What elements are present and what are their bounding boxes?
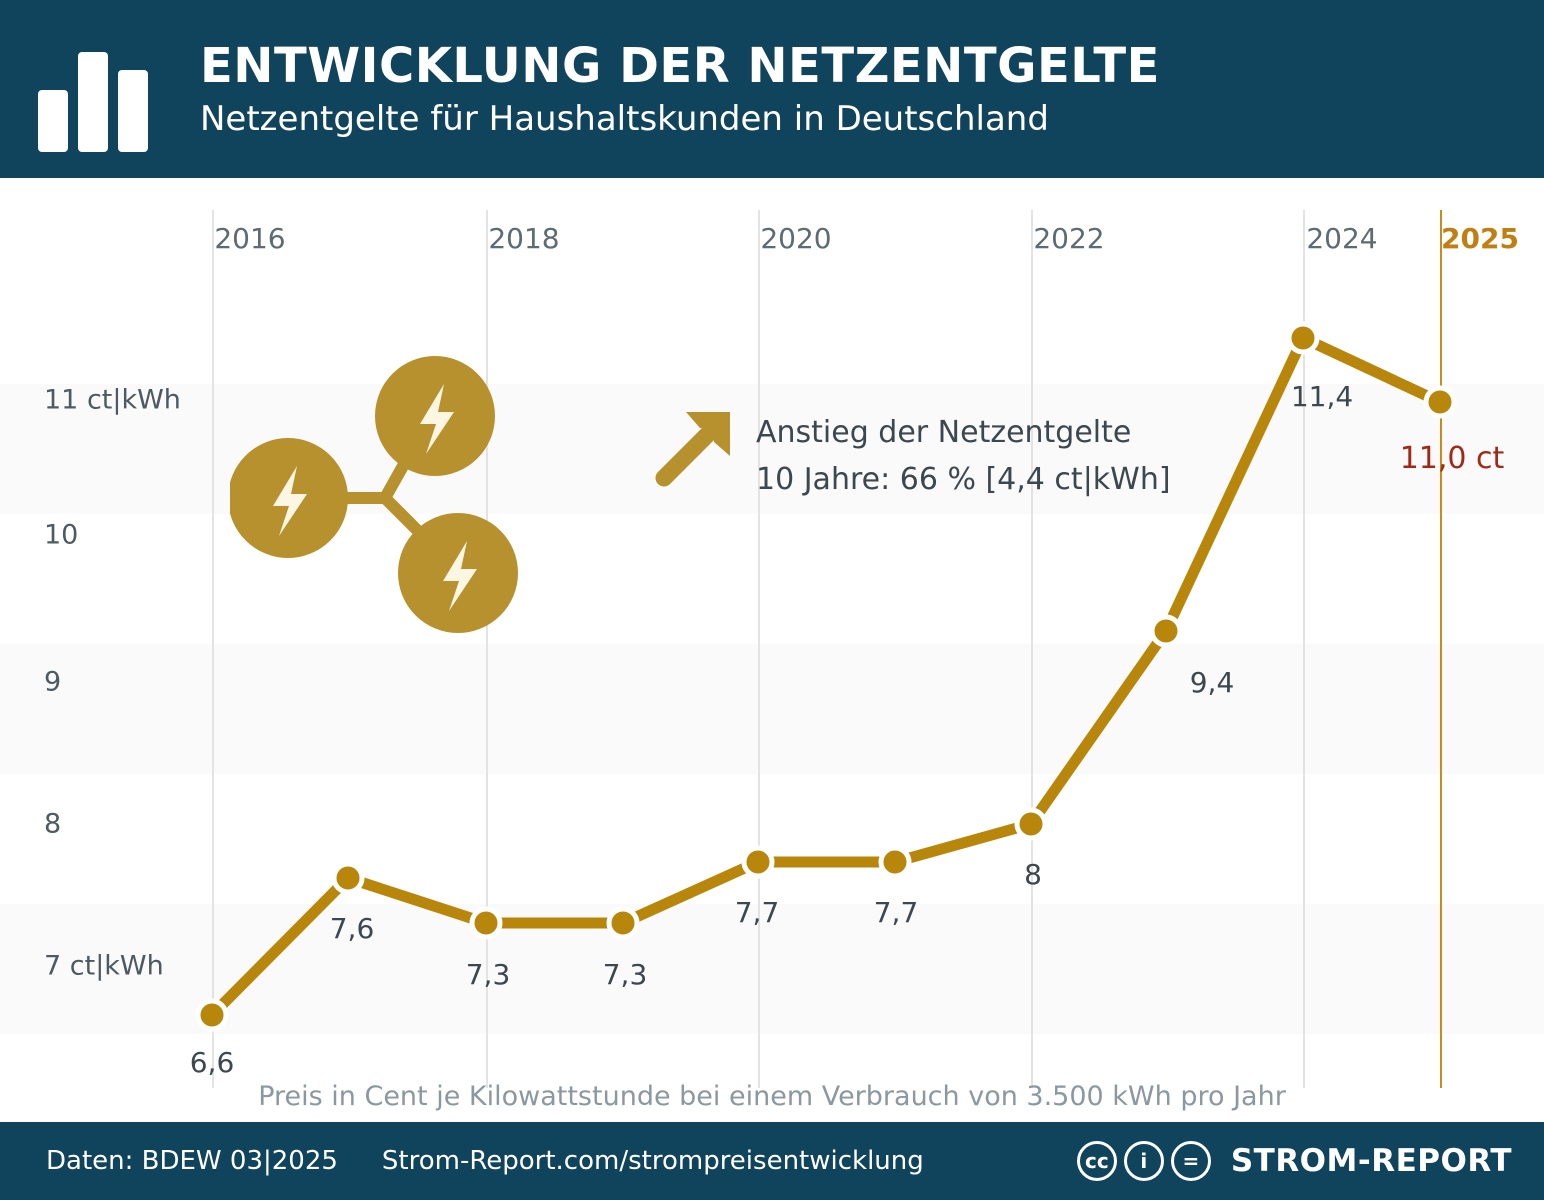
page-title: ENTWICKLUNG DER NETZENTGELTE [200,38,1160,95]
point-label-2015: 6,6 [189,1046,235,1079]
data-point-2015 [198,1001,226,1029]
x-tick-2018: 2018 [488,222,560,255]
page-subtitle: Netzentgelte für Haushaltskunden in Deutschland [200,98,1049,139]
point-label-2021: 8 [1024,858,1042,891]
cc-nd-icon: = [1171,1141,1211,1181]
logo-bar-2 [78,52,108,152]
annotation-line-2: 10 Jahre: 66 % [4,4 ct|kWh] [756,461,1171,497]
x-tick-2025: 2025 [1441,222,1519,255]
point-label-2024: 11,0 ct [1399,441,1505,476]
header-text-block [200,40,1160,138]
point-label-2019: 7,7 [734,896,780,929]
y-tick-9: 9 [44,666,62,698]
footer-bar [0,1122,1544,1200]
data-point-2019 [744,848,772,876]
data-point-2018 [609,909,637,937]
y-tick-7: 7 ct|kWh [44,950,164,982]
cc-by-icon: i [1124,1141,1164,1181]
chart-canvas [0,178,1544,1122]
data-point-2017 [472,909,500,937]
footer-source: Daten: BDEW 03|2025 [46,1146,338,1176]
brand-name: STROM-REPORT [1230,1143,1512,1179]
point-label-2017: 7,3 [465,958,511,991]
footer-right-block [1077,1141,1512,1181]
y-tick-8: 8 [44,808,62,840]
cc-icon: cc [1077,1141,1117,1181]
data-point-2024 [1426,388,1454,416]
chart-footnote: Preis in Cent je Kilowattstunde bei einem Verbrauch von 3.500 kWh pro Jahr [258,1081,1286,1112]
bar-chart-icon [38,32,188,152]
data-point-2022 [1152,617,1180,645]
data-point-2016 [334,864,362,892]
x-tick-2016: 2016 [214,222,286,255]
point-label-2020: 7,7 [873,896,919,929]
y-tick-10: 10 [44,519,79,551]
x-tick-2022: 2022 [1033,222,1105,255]
data-point-2020 [881,848,909,876]
footer-left-block [46,1146,924,1176]
point-label-2018: 7,3 [602,958,648,991]
logo-bar-1 [38,90,68,152]
creative-commons-icons [1077,1141,1211,1181]
header-bar [0,0,1544,178]
annotation-line-1: Anstieg der Netzentgelte [756,415,1132,450]
y-tick-11: 11 ct|kWh [44,384,181,416]
point-label-2016: 7,6 [329,912,375,945]
line-series [0,178,1544,1122]
data-point-2021 [1017,810,1045,838]
point-label-2023: 11,4 [1290,380,1354,413]
logo-bar-3 [118,70,148,152]
footer-url[interactable]: Strom-Report.com/strompreisentwicklung [381,1146,924,1176]
data-point-2023 [1289,324,1317,352]
x-tick-2020: 2020 [760,222,832,255]
point-label-2022: 9,4 [1189,666,1235,699]
x-tick-2024: 2024 [1306,222,1378,255]
